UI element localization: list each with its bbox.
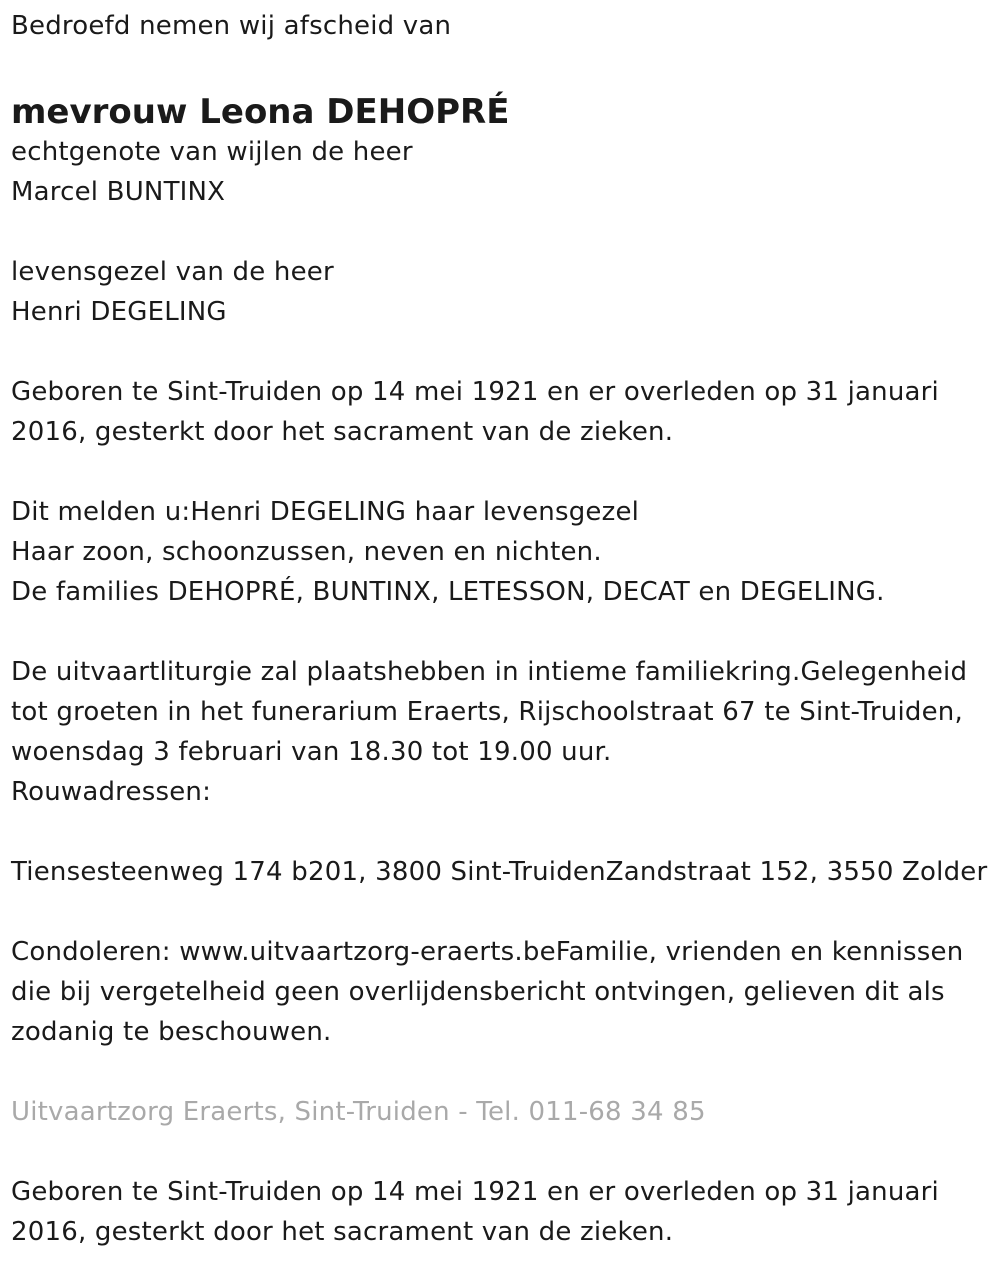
condolence-line-1: Condoleren: www.uitvaartzorg-eraerts.beFamilie, vrienden en kennissen — [11, 937, 964, 967]
funeral-line-3: woensdag 3 februari van 18.30 tot 19.00 uur. — [11, 737, 612, 767]
funeral-line-2: tot groeten in het funerarium Eraerts, Rijschoolstraat 67 te Sint-Truiden, — [11, 697, 963, 727]
spacer — [11, 212, 996, 252]
announce-line-3: De families DEHOPRÉ, BUNTINX, LETESSON, DECAT en DEGELING. — [11, 577, 885, 607]
spacer — [11, 812, 996, 852]
condolence-line-2: die bij vergetelheid geen overlijdensbericht ontvingen, gelieven dit als — [11, 977, 945, 1007]
spacer — [11, 612, 996, 652]
birth-line-2: 2016, gesterkt door het sacrament van de zieken. — [11, 417, 674, 447]
partner-line-1: levensgezel van de heer — [11, 257, 334, 287]
deceased-name: mevrouw Leona DEHOPRÉ — [11, 92, 510, 132]
condolence-line-3: zodanig te beschouwen. — [11, 1017, 332, 1047]
intro-text: Bedroefd nemen wij afscheid van — [11, 11, 452, 41]
spacer — [11, 332, 996, 372]
partner-line-2: Henri DEGELING — [11, 297, 227, 327]
birth-line-1: Geboren te Sint-Truiden op 14 mei 1921 en er overleden op 31 januari — [11, 377, 939, 407]
obituary-notice — [11, 0, 996, 1252]
spacer — [11, 1132, 996, 1172]
spacer — [11, 1052, 996, 1092]
spacer — [11, 892, 996, 932]
funeral-line-1: De uitvaartliturgie zal plaatshebben in intieme familiekring.Gelegenheid — [11, 657, 968, 687]
spacer — [11, 452, 996, 492]
announce-line-1: Dit melden u:Henri DEGELING haar levensgezel — [11, 497, 640, 527]
funeral-home-info: Uitvaartzorg Eraerts, Sint-Truiden - Tel. 011-68 34 85 — [11, 1097, 706, 1127]
spouse-line-1: echtgenote van wijlen de heer — [11, 137, 413, 167]
mourning-addresses: Tiensesteenweg 174 b201, 3800 Sint-TruidenZandstraat 152, 3550 Zolder — [11, 857, 988, 887]
birth-repeat-line-1: Geboren te Sint-Truiden op 14 mei 1921 en er overleden op 31 januari — [11, 1177, 939, 1207]
spouse-line-2: Marcel BUNTINX — [11, 177, 226, 207]
funeral-line-4: Rouwadressen: — [11, 777, 212, 807]
birth-repeat-line-2: 2016, gesterkt door het sacrament van de zieken. — [11, 1217, 674, 1247]
announce-line-2: Haar zoon, schoonzussen, neven en nichten. — [11, 537, 602, 567]
